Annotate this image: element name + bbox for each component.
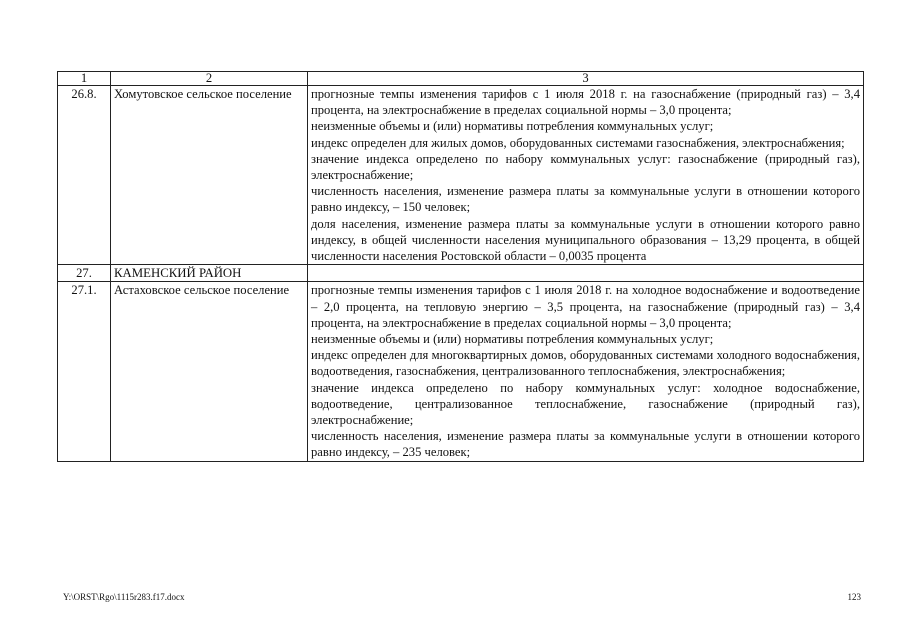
header-col-3: 3 (308, 72, 864, 86)
footer-file-path: Y:\ORST\Rgo\1115r283.f17.docx (63, 592, 185, 602)
table-row (58, 282, 864, 461)
row-number: 27. (58, 265, 111, 282)
description-paragraph: неизменные объемы и (или) нормативы потребления коммунальных услуг; (311, 119, 714, 134)
description-paragraph: доля населения, изменение размера платы за коммунальные услуги в отношении которого равно индексу, в общей численности населения муниципального образования – 13,29 процента, в общей численности населения Ростовской области – 0,0035 процента (311, 216, 860, 264)
table-row (58, 86, 864, 265)
settlement-name: Хомутовское сельское поселение (111, 86, 308, 265)
tariff-index-table (57, 71, 864, 462)
description-paragraph: прогнозные темпы изменения тарифов с 1 июля 2018 г. на холодное водоснабжение и водоотведение – 2,0 процента, на тепловую энергию – 3,5 процента, на газоснабжение (природный газ) – 3,4 процента, на электроснабжение в пределах социальной нормы – 3,0 процента; (311, 283, 860, 330)
page-number: 123 (847, 592, 861, 602)
row-description (308, 282, 864, 461)
row-description (308, 86, 864, 265)
description-paragraph: численность населения, изменение размера платы за коммунальные услуги в отношении которого равно индексу, – 150 человек; (311, 184, 860, 215)
row-number: 26.8. (58, 86, 111, 265)
table-header-row (58, 72, 864, 86)
header-col-1: 1 (58, 72, 111, 86)
description-paragraph: численность населения, изменение размера платы за коммунальные услуги в отношении которого равно индексу, – 235 человек; (311, 429, 860, 460)
description-paragraph: индекс определен для многоквартирных домов, оборудованных системами холодного водоснабжения, водоотведения, газоснабжения, централизованного теплоснабжения, электроснабжения; (311, 348, 860, 379)
header-col-2: 2 (111, 72, 308, 86)
description-paragraph: неизменные объемы и (или) нормативы потребления коммунальных услуг; (311, 332, 714, 347)
settlement-name: Астаховское сельское поселение (111, 282, 308, 461)
row-number: 27.1. (58, 282, 111, 461)
row-description (308, 265, 864, 282)
table-row (58, 265, 864, 282)
description-paragraph: значение индекса определено по набору коммунальных услуг: холодное водоснабжение, водоотведение, централизованное теплоснабжение, газоснабжение (природный газ), электроснабжение; (311, 380, 860, 428)
district-name: КАМЕНСКИЙ РАЙОН (111, 265, 308, 282)
description-paragraph: индекс определен для жилых домов, оборудованных системами газоснабжения, электроснабжения; (311, 135, 845, 150)
description-paragraph: значение индекса определено по набору коммунальных услуг: газоснабжение (природный газ), электроснабжение; (311, 151, 860, 183)
description-paragraph: прогнозные темпы изменения тарифов с 1 июля 2018 г. на газоснабжение (природный газ) – 3,4 процента, на электроснабжение в пределах социальной нормы – 3,0 процента; (311, 87, 860, 118)
